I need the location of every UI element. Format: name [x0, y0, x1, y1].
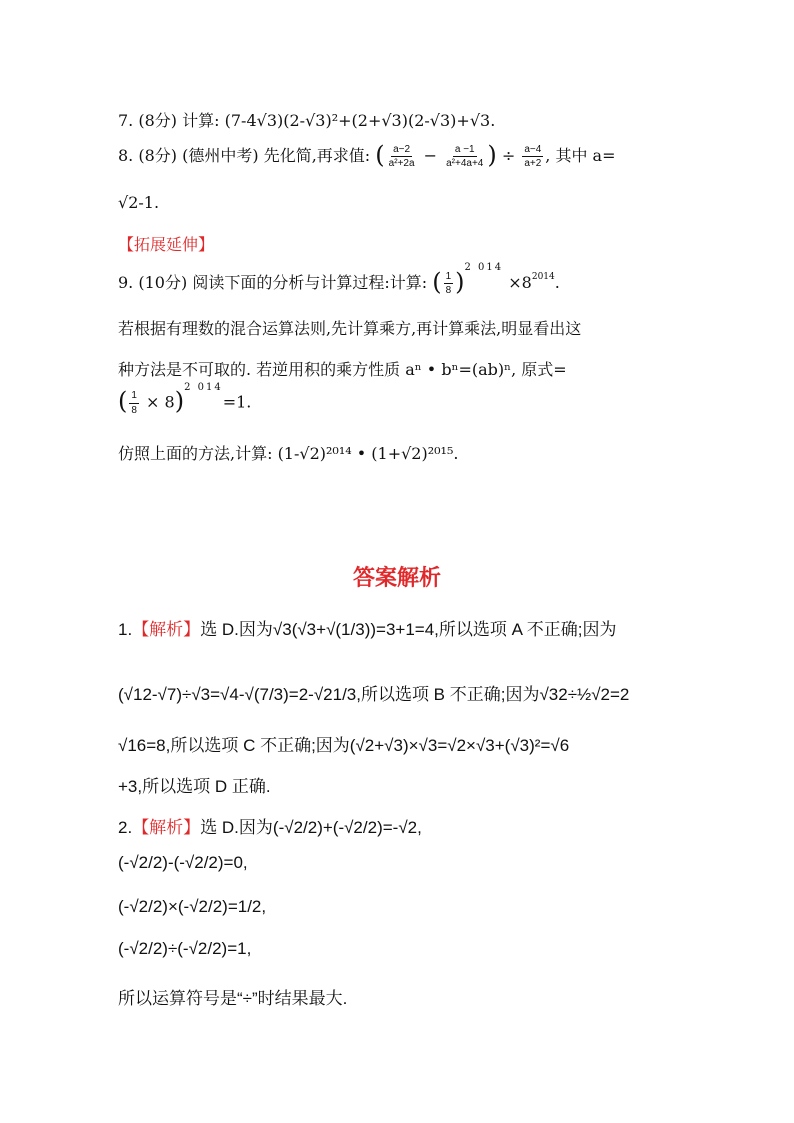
question-score: (8分): [138, 111, 178, 130]
exponent: 2 014: [464, 262, 504, 273]
question-source: (德州中考): [182, 146, 259, 165]
answer-1-line-4: +3,所以选项 D 正确.: [118, 777, 271, 796]
answer-number: 2.: [118, 818, 133, 837]
answers-title: 答案解析: [352, 566, 441, 591]
question-9-paragraph-2: 种方法是不可取的. 若逆用积的乘方性质 aⁿ • bⁿ=(ab)ⁿ, 原式=: [118, 360, 567, 379]
period: .: [554, 273, 560, 292]
question-9: 9. (10分) 阅读下面的分析与计算过程:计算: ( $\frac{1}{8}$ )$^{2 014} \times 8^{2014}$.: [118, 262, 560, 296]
multiplier: ×8: [508, 273, 532, 292]
answer-1-line-2: (√12-√7)÷√3=√4-√(7/3)=2-√21/3,所以选项 B 不正确;因为√32÷½√2=2: [118, 685, 630, 704]
question-number: 9.: [118, 273, 134, 292]
fraction: $\frac{1}{8}$: [445, 270, 452, 296]
answer-2-line-3: (-√2/2)×(-√2/2)=1/2,: [118, 897, 267, 916]
question-number: 8.: [118, 146, 134, 165]
answer-2-line-4: (-√2/2)÷(-√2/2)=1,: [118, 939, 252, 958]
fraction: $\frac{a-4}{a+2}$: [524, 143, 542, 169]
answer-1-line-3: √16=8,所以选项 C 不正确;因为(√2+√3)×√3=√2×√3+(√3)²=√6: [118, 736, 570, 755]
answer-text: 选 D.因为(-√2/2)+(-√2/2)=-√2,: [200, 818, 422, 837]
question-number: 7.: [118, 111, 134, 130]
fraction: $\frac{a -1}{\text{a²+4a+4}}$: [446, 143, 484, 169]
answer-1-line-1: [118, 615, 616, 640]
result-text: =1.: [222, 392, 252, 412]
formula-paren: (: [375, 140, 385, 169]
question-score: (10分): [138, 273, 188, 292]
question-7: [118, 108, 495, 131]
question-tail: , 其中 a=: [545, 146, 616, 165]
question-9-result: ( $\frac{1}{8}$ × 8)$^{2 014}$=1.: [118, 381, 252, 416]
fraction: $\frac{1}{8}$: [131, 390, 137, 416]
answer-text: 选 D.因为√3(√3+√(1/3))=3+1=4,所以选项 A 不正确;因为: [200, 620, 617, 639]
answer-2-line-1: [118, 813, 422, 838]
question-9-task: 仿照上面的方法,计算: (1-√2)²⁰¹⁴ • (1+√2)²⁰¹⁵.: [118, 444, 459, 463]
answer-tag: 【解析】: [132, 818, 201, 837]
question-8: 8. (8分) (德州中考) 先化简,再求值: ( $\frac{a-2}{\text{a²+2a}}$ − $\frac{a -1}{\text{a²+4a+4}}$ ) ÷ $\frac{a-4}{a+2}$ , 其中 a=: [118, 140, 616, 169]
question-label: 阅读下面的分析与计算过程:计算:: [192, 273, 428, 292]
section-label: 【拓展延伸】: [118, 235, 215, 254]
question-expression: (7-4√3)(2-√3)²+(2+√3)(2-√3)+√3.: [224, 111, 496, 130]
question-score: (8分): [138, 146, 178, 165]
question-8-line-2: √2-1.: [118, 193, 160, 212]
question-label: 计算:: [182, 111, 220, 130]
fraction: $\frac{a-2}{\text{a²+2a}}$: [388, 143, 415, 169]
answer-tag: 【解析】: [132, 620, 201, 639]
answer-2-line-5: 所以运算符号是“÷”时结果最大.: [118, 989, 348, 1008]
answer-number: 1.: [118, 620, 133, 639]
question-9-paragraph-1: 若根据有理数的混合运算法则,先计算乘方,再计算乘法,明显看出这: [118, 319, 582, 338]
question-label: 先化简,再求值:: [263, 146, 371, 165]
exponent: 2 014: [184, 381, 223, 393]
exponent: 2014: [531, 272, 555, 282]
answer-2-line-2: (-√2/2)-(-√2/2)=0,: [118, 853, 248, 872]
